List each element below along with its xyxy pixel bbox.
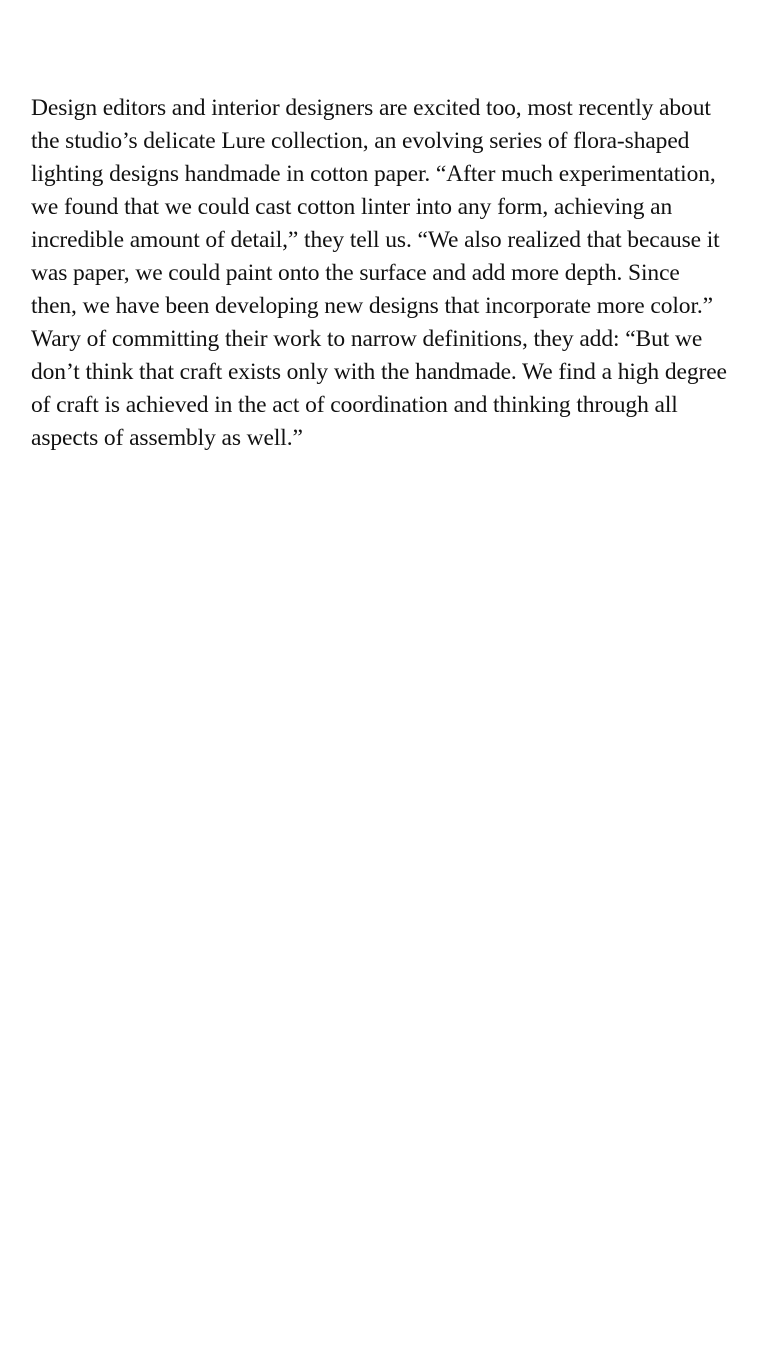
article-paragraph: Design editors and interior designers are excited too, most recently about the studio’s delicate Lure collection, an evolving series of flora-shaped lighting designs handmade in cotton paper. “After much experimentation, we found that we could cast cotton linter into any form, achieving an incredible amount of detail,” they tell us. “We also realized that because it was paper, we could paint onto the surface and add more depth. Since then, we have been developing new designs that incorporate more color.” Wary of committing their work to narrow definitions, they add: “But we don’t think that craft exists only with the handmade. We find a high degree of craft is achieved in the act of coordination and thinking through all aspects of assembly as well.”: [31, 95, 727, 451]
article-body: [31, 92, 731, 455]
